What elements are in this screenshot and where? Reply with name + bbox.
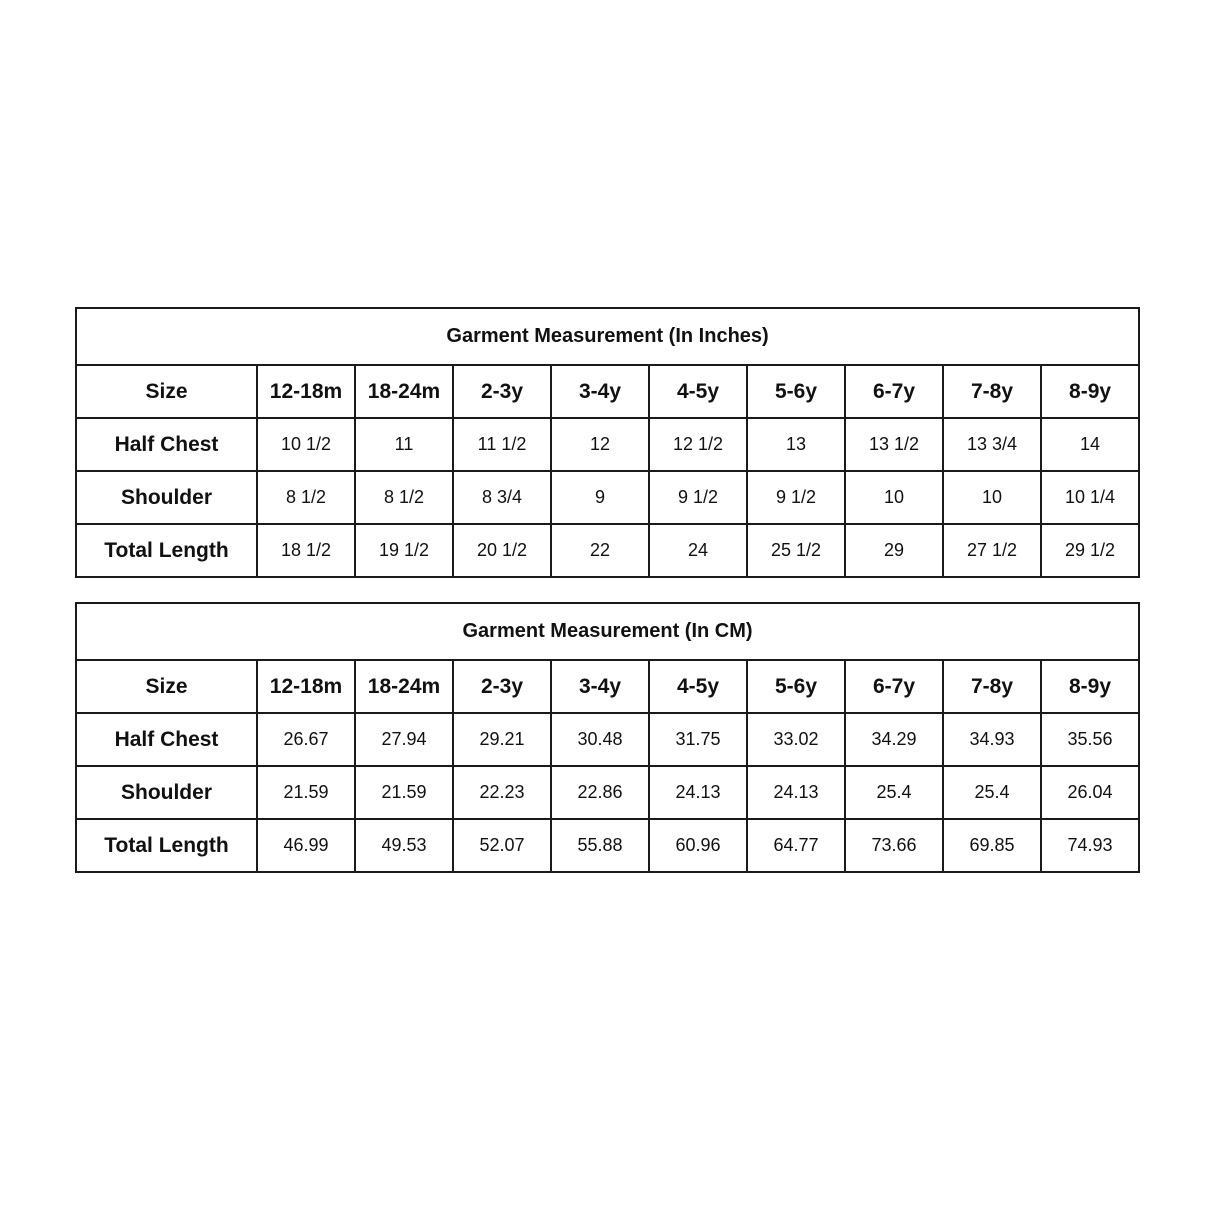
cm-table-title: Garment Measurement (In CM) [76, 603, 1139, 660]
size-header-cell: 4-5y [649, 660, 747, 713]
table-cell: 73.66 [845, 819, 943, 872]
table-cell: 19 1/2 [355, 524, 453, 577]
row-label-total-length: Total Length [76, 524, 257, 577]
table-cell: 10 1/4 [1041, 471, 1139, 524]
size-header-cell: 18-24m [355, 365, 453, 418]
table-cell: 29.21 [453, 713, 551, 766]
table-cell: 18 1/2 [257, 524, 355, 577]
row-label-total-length: Total Length [76, 819, 257, 872]
table-cell: 49.53 [355, 819, 453, 872]
size-header-cell: 3-4y [551, 365, 649, 418]
size-header-cell: 3-4y [551, 660, 649, 713]
table-cell: 55.88 [551, 819, 649, 872]
size-header-row [76, 660, 1139, 713]
size-header-cell: 12-18m [257, 660, 355, 713]
table-cell: 25.4 [943, 766, 1041, 819]
table-cell: 22.86 [551, 766, 649, 819]
table-cell: 27 1/2 [943, 524, 1041, 577]
size-header-cell: 7-8y [943, 365, 1041, 418]
size-header-cell: 12-18m [257, 365, 355, 418]
table-cell: 8 1/2 [257, 471, 355, 524]
table-cell: 13 [747, 418, 845, 471]
table-row [76, 524, 1139, 577]
table-row [76, 471, 1139, 524]
inches-measurement-table [75, 307, 1140, 578]
table-cell: 11 1/2 [453, 418, 551, 471]
table-cell: 34.29 [845, 713, 943, 766]
table-row [76, 418, 1139, 471]
table-cell: 29 [845, 524, 943, 577]
table-cell: 69.85 [943, 819, 1041, 872]
size-header-cell: 8-9y [1041, 660, 1139, 713]
table-cell: 9 [551, 471, 649, 524]
size-header-cell: 4-5y [649, 365, 747, 418]
row-label-half-chest: Half Chest [76, 418, 257, 471]
table-title-row [76, 603, 1139, 660]
size-header-cell: 5-6y [747, 365, 845, 418]
table-cell: 74.93 [1041, 819, 1139, 872]
table-cell: 31.75 [649, 713, 747, 766]
table-row [76, 766, 1139, 819]
table-cell: 10 [943, 471, 1041, 524]
table-cell: 22 [551, 524, 649, 577]
table-cell: 9 1/2 [649, 471, 747, 524]
table-cell: 26.04 [1041, 766, 1139, 819]
table-cell: 29 1/2 [1041, 524, 1139, 577]
table-cell: 24.13 [649, 766, 747, 819]
table-cell: 21.59 [355, 766, 453, 819]
table-row [76, 819, 1139, 872]
table-cell: 8 3/4 [453, 471, 551, 524]
size-header-cell: 6-7y [845, 365, 943, 418]
row-label-half-chest: Half Chest [76, 713, 257, 766]
size-header-label: Size [76, 660, 257, 713]
table-cell: 30.48 [551, 713, 649, 766]
table-cell: 34.93 [943, 713, 1041, 766]
row-label-shoulder: Shoulder [76, 766, 257, 819]
size-header-cell: 7-8y [943, 660, 1041, 713]
table-cell: 27.94 [355, 713, 453, 766]
table-cell: 46.99 [257, 819, 355, 872]
table-cell: 35.56 [1041, 713, 1139, 766]
table-cell: 10 [845, 471, 943, 524]
table-cell: 52.07 [453, 819, 551, 872]
size-header-cell: 8-9y [1041, 365, 1139, 418]
table-title-row [76, 308, 1139, 365]
size-header-cell: 5-6y [747, 660, 845, 713]
table-cell: 13 1/2 [845, 418, 943, 471]
table-cell: 8 1/2 [355, 471, 453, 524]
size-header-row [76, 365, 1139, 418]
cm-measurement-table [75, 602, 1140, 873]
table-cell: 26.67 [257, 713, 355, 766]
table-cell: 24.13 [747, 766, 845, 819]
table-cell: 25.4 [845, 766, 943, 819]
table-cell: 13 3/4 [943, 418, 1041, 471]
table-cell: 12 1/2 [649, 418, 747, 471]
table-cell: 60.96 [649, 819, 747, 872]
table-cell: 22.23 [453, 766, 551, 819]
inches-table-title: Garment Measurement (In Inches) [76, 308, 1139, 365]
table-cell: 25 1/2 [747, 524, 845, 577]
table-cell: 14 [1041, 418, 1139, 471]
row-label-shoulder: Shoulder [76, 471, 257, 524]
size-header-cell: 6-7y [845, 660, 943, 713]
table-cell: 12 [551, 418, 649, 471]
table-cell: 9 1/2 [747, 471, 845, 524]
size-header-cell: 2-3y [453, 365, 551, 418]
table-cell: 33.02 [747, 713, 845, 766]
size-header-label: Size [76, 365, 257, 418]
table-cell: 11 [355, 418, 453, 471]
table-cell: 20 1/2 [453, 524, 551, 577]
size-header-cell: 18-24m [355, 660, 453, 713]
table-row [76, 713, 1139, 766]
table-cell: 21.59 [257, 766, 355, 819]
table-cell: 24 [649, 524, 747, 577]
table-cell: 10 1/2 [257, 418, 355, 471]
table-cell: 64.77 [747, 819, 845, 872]
size-header-cell: 2-3y [453, 660, 551, 713]
